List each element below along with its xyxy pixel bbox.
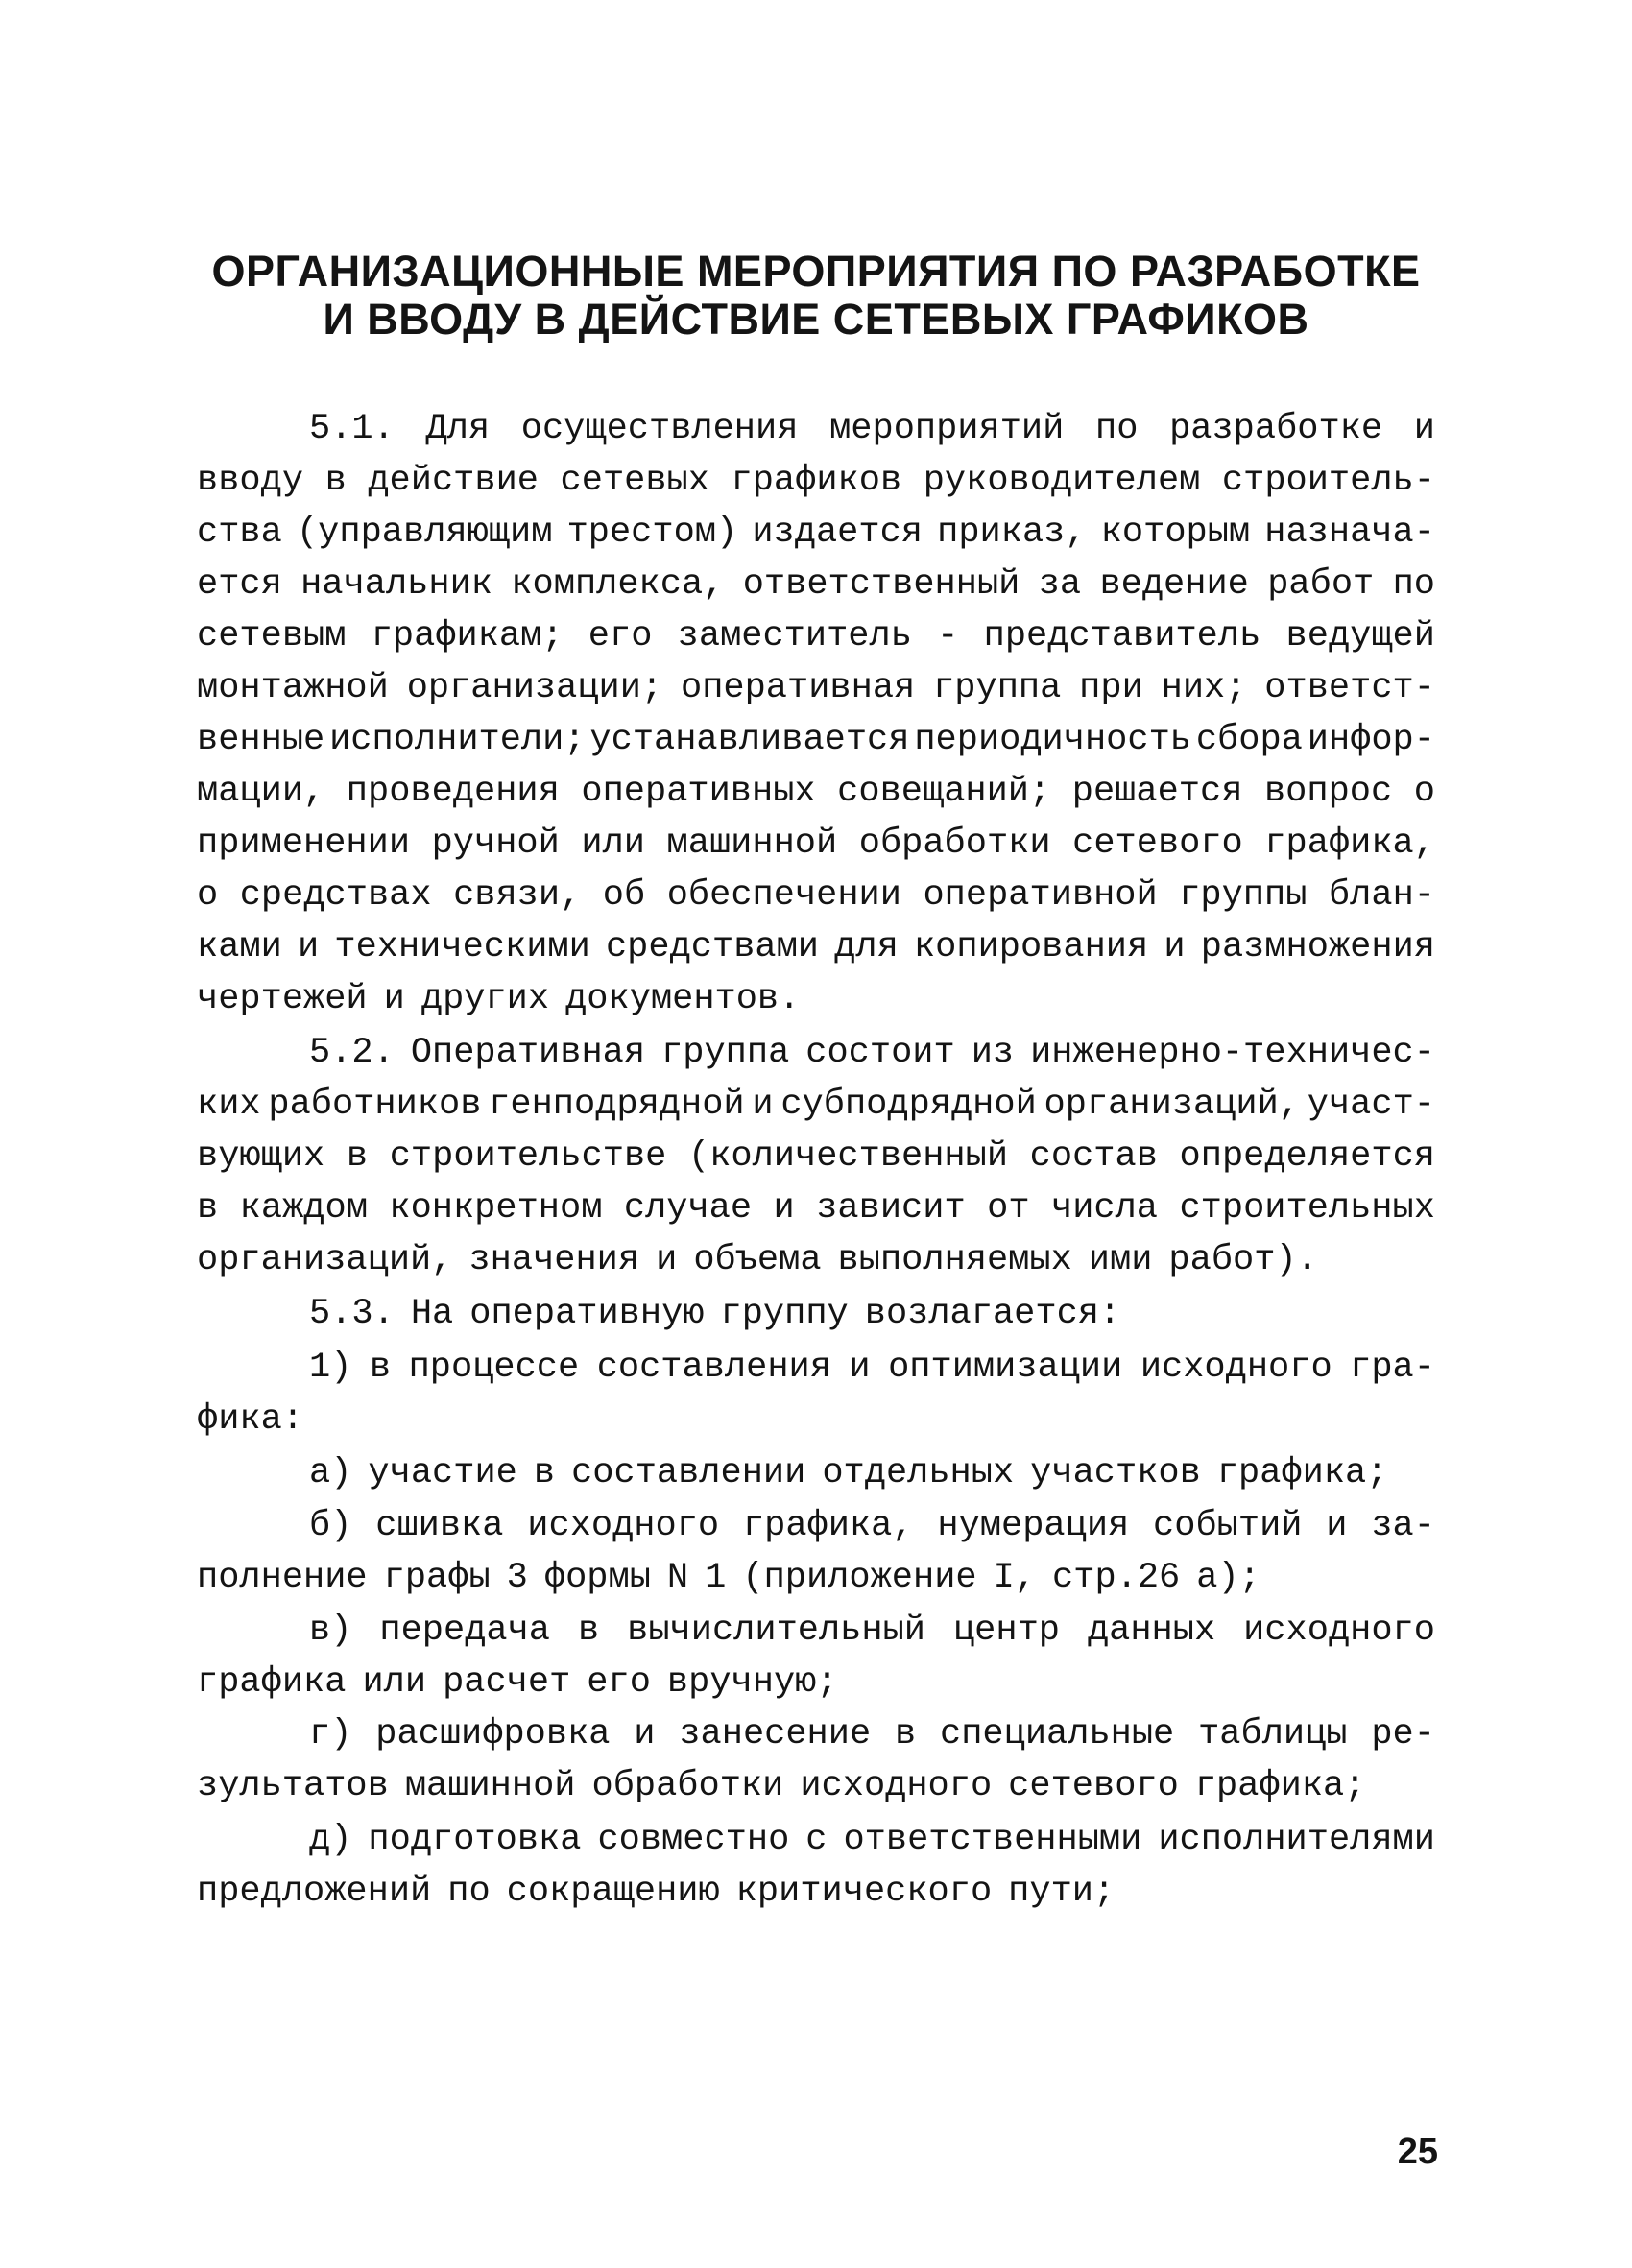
body-line: 5.3. На оперативную группу возлагается: <box>309 1294 1121 1334</box>
body-line: предложений по сокращению критического пути; <box>197 1872 1116 1912</box>
body-line: 1) в процессе составления и оптимизации исходного гра- <box>309 1348 1435 1388</box>
body-line: фика: <box>197 1399 304 1440</box>
body-line: ства (управляющим трестом) издается приказ, которым назнача- <box>197 513 1435 553</box>
body-line: чертежей и других документов. <box>197 979 801 1019</box>
body-line: монтажной организации; оперативная группа при них; ответст- <box>197 668 1435 708</box>
section-title-line-2: И ВВОДУ В ДЕЙСТВИЕ СЕТЕВЫХ ГРАФИКОВ <box>323 295 1309 344</box>
body-line: сетевым графикам; его заместитель - представитель ведущей <box>197 616 1435 657</box>
body-line: венные исполнители; устанавливается периодичность сбора инфор- <box>197 720 1435 760</box>
body-line: в каждом конкретном случае и зависит от числа строительных <box>197 1188 1435 1229</box>
body-line: 5.2. Оперативная группа состоит из инженерно-техничес- <box>309 1033 1435 1073</box>
body-line: ками и техническими средствами для копирования и размножения <box>197 927 1435 967</box>
body-line: о средствах связи, об обеспечении оперативной группы блан- <box>197 875 1435 916</box>
body-line: г) расшифровка и занесение в специальные таблицы ре- <box>309 1714 1435 1755</box>
body-line: б) сшивка исходного графика, нумерация событий и за- <box>309 1506 1435 1546</box>
body-line: ких работников генподрядной и субподрядной организаций, участ- <box>197 1085 1435 1125</box>
body-line: ется начальник комплекса, ответственный за ведение работ по <box>197 564 1435 605</box>
body-line: графика или расчет его вручную; <box>197 1662 838 1703</box>
body-line: полнение графы 3 формы N 1 (приложение I, стр.26 а); <box>197 1558 1260 1598</box>
body-line: применении ручной или машинной обработки сетевого графика, <box>197 824 1435 864</box>
page-number: 25 <box>1397 2132 1438 2172</box>
body-line: в) передача в вычислительный центр данных исходного <box>309 1611 1435 1651</box>
body-line: мации, проведения оперативных совещаний; решается вопрос о <box>197 772 1435 812</box>
body-line: а) участие в составлении отдельных участков графика; <box>309 1453 1388 1493</box>
body-line: организаций, значения и объема выполняемых ими работ). <box>197 1240 1318 1280</box>
section-title-line-1: ОРГАНИЗАЦИОННЫЕ МЕРОПРИЯТИЯ ПО РАЗРАБОТКЕ <box>211 247 1421 296</box>
body-line: вводу в действие сетевых графиков руководителем строитель- <box>197 461 1435 501</box>
body-line: 5.1. Для осуществления мероприятий по разработке и <box>309 409 1435 449</box>
body-line: д) подготовка совместно с ответственными исполнителями <box>309 1820 1435 1860</box>
body-line: зультатов машинной обработки исходного сетевого графика; <box>197 1766 1366 1806</box>
body-line: вующих в строительстве (количественный состав определяется <box>197 1136 1435 1177</box>
